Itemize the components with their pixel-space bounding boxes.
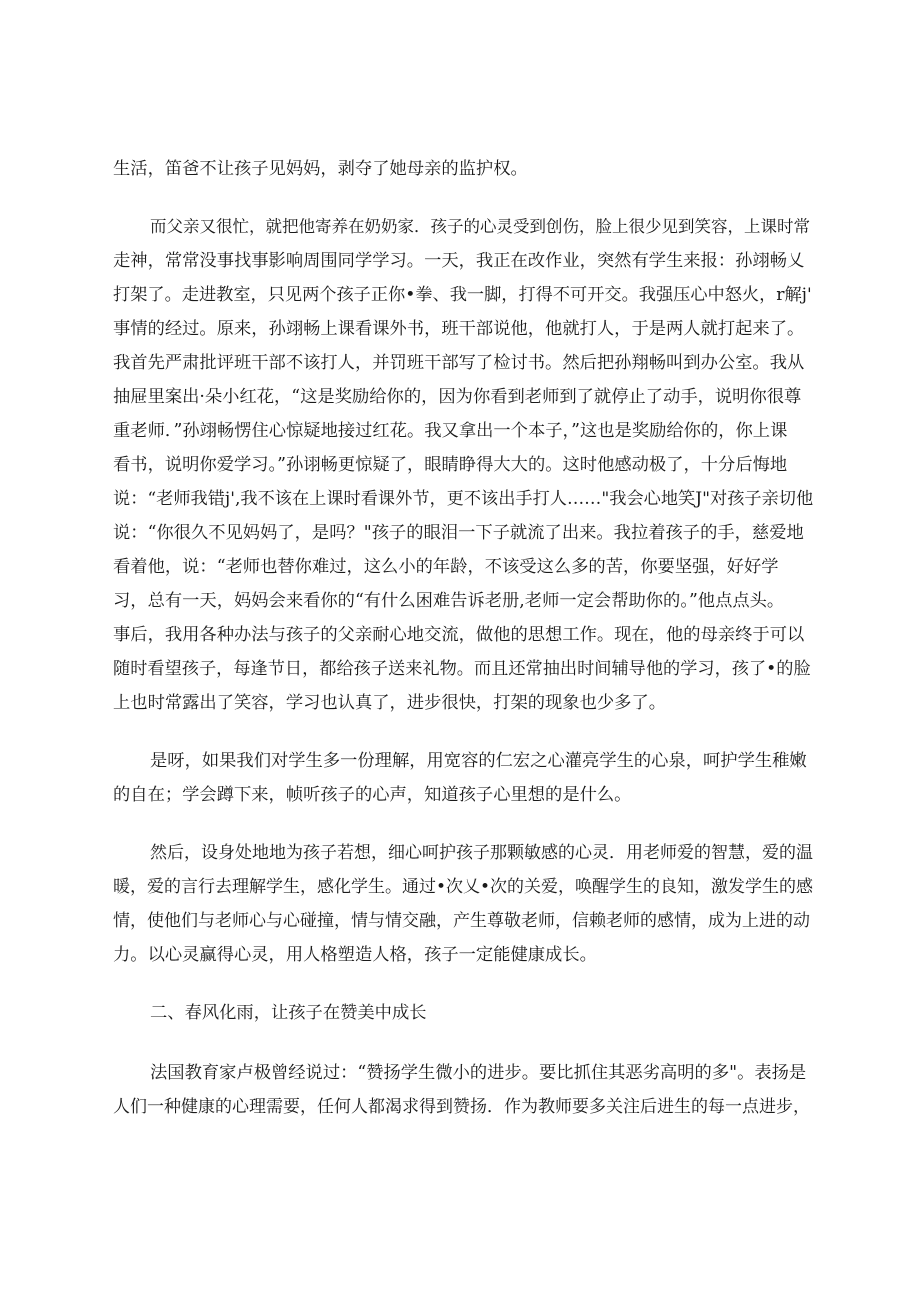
paragraph-line: 走神，常常没事找事影响周围同学学习。一天，我正在改作业，突然有学生来报：孙翊畅乂 bbox=[113, 251, 805, 271]
paragraph-line: 说：“你很久不见妈妈了，是吗？"孩子的眼泪一下子就流了出来。我拉着孩子的手，慈爱地 bbox=[113, 523, 804, 543]
paragraph-line: 重老师．”孙翊畅愣住心惊疑地接过红花。我又拿出一个本子，”这也是奖励给你的，你上课 bbox=[113, 421, 788, 441]
paragraph-line: 事后，我用各种办法与孩子的父亲耐心地交流，做他的思想工作。现在，他的母亲终于可以 bbox=[113, 625, 805, 645]
paragraph-line: 法国教育家卢极曾经说过：“赞扬学生微小的进步。要比抓住其恶劣高明的多"。表扬是 bbox=[150, 1063, 807, 1083]
paragraph-line: 情，使他们与老师心与心碰撞，情与情交融，产生尊敬老师，信赖老师的感情，成为上进的动 bbox=[113, 911, 810, 931]
paragraph-line: 上也时常露出了笑容，学习也认真了，进步很快，打架的现象也少多了。 bbox=[113, 693, 667, 713]
paragraph-line: 而父亲又很忙，就把他寄养在奶奶家．孩子的心灵受到创伤，脸上很少见到笑容，上课时常 bbox=[150, 217, 810, 236]
paragraph-line: 打架了。走进教室，只见两个孩子正你•拳、我一脚，打得不可开交。我强压心中怒火，r解j' bbox=[113, 285, 812, 305]
paragraph-line: 抽屉里案出·朵小红花，“这是奖励给你的，因为你看到老师到了就停止了动手，说明你很尊 bbox=[113, 387, 802, 407]
paragraph-line: 说：“老师我错j',我不该在上课时看课外节，更不该出手打人……"我会心地笑J"对孩子亲切他 bbox=[113, 489, 814, 509]
paragraph-line: 人们一种健康的心理需要，任何人都渴求得到赞扬．作为教师要多关注后进生的每一点进步， bbox=[113, 1097, 810, 1117]
paragraph-line: 事情的经过。原来，孙翊畅上课看课外书，班干部说他，他就打人，于是两人就打起来了。 bbox=[113, 319, 805, 339]
paragraph-line: 生活，笛爸不让孩子见妈妈，剥夺了她母亲的监护权。 bbox=[113, 159, 528, 179]
paragraph-line: 我首先严肃批评班干部不该打人，并罚班干部写了检讨书。然后把孙翔畅叫到办公室。我从 bbox=[113, 353, 805, 373]
paragraph-line: 习，总有一天，妈妈会来看你的“有什么困难告诉老册,老师一定会帮助你的。”他点点头。 bbox=[113, 591, 785, 611]
paragraph-line: 随时看望孩子，每逢节日，都给孩子送来礼物。而且还常抽出时间辅导他的学习，孩了•的脸 bbox=[113, 659, 811, 679]
paragraph-line: 暖，爱的言行去理解学生，感化学生。通过•次乂•次的关爱，唤醒学生的良知，激发学生的感 bbox=[113, 877, 814, 897]
paragraph-line: 是呀，如果我们对学生多一份理解，用宽容的仁宏之心灌亮学生的心泉，呵护学生稚嫩 bbox=[150, 751, 807, 771]
section-heading: 二、春风化雨，让孩子在赞美中成长 bbox=[150, 1003, 427, 1023]
paragraph-line: 然后，设身处地地为孩子若想，细心呵护孩子那颗敏感的心灵．用老师爱的智慧，爱的温 bbox=[150, 843, 813, 863]
paragraph-line: 看书，说明你爱学习。”孙诩畅更惊疑了，眼睛睁得大大的。这时他感动极了，十分后悔地 bbox=[113, 455, 788, 475]
paragraph-line: 力。以心灵赢得心灵，用人格塑造人格，孩子一定能健康成长。 bbox=[113, 945, 597, 965]
paragraph-line: 看着他，说：“老师也替你难过，这么小的年龄，不该受这么多的苦，你要坚强，好好学 bbox=[113, 557, 779, 577]
paragraph-line: 的自在；学会蹲下来，帧听孩子的心声，知道孩子心里想的是什么。 bbox=[113, 785, 632, 805]
